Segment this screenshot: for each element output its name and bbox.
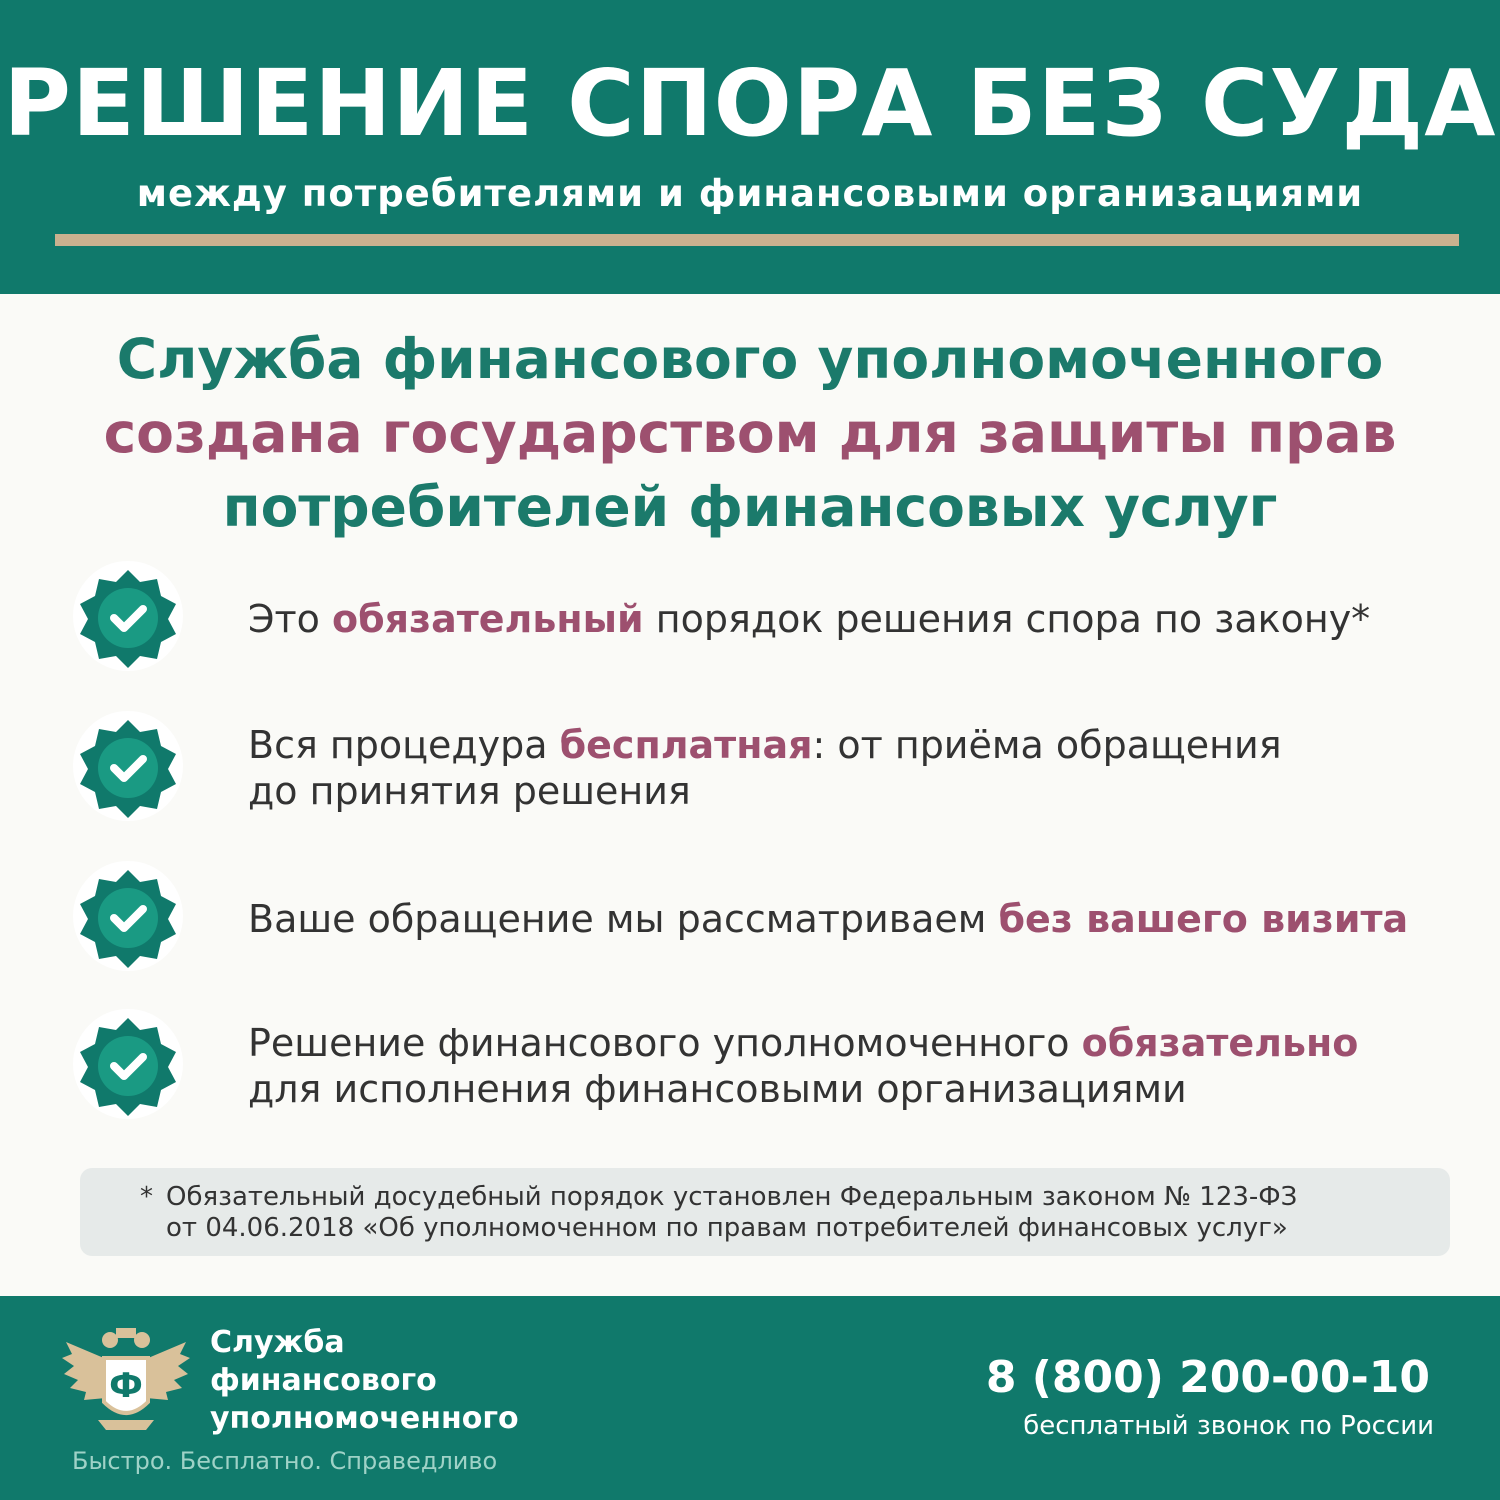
lead-line-3: потребителей финансовых услуг xyxy=(222,475,1278,539)
item-highlight: без вашего визита xyxy=(998,897,1409,941)
lead-line-1: Служба финансового уполномоченного xyxy=(116,327,1384,391)
check-badge-icon xyxy=(72,1008,184,1120)
item-highlight: обязательно xyxy=(1081,1021,1359,1065)
item-text: Решение финансового уполномоченного обязательно для исполнения финансовыми организациями xyxy=(248,1021,1359,1111)
check-badge-icon xyxy=(72,560,184,672)
footnote-asterisk: * xyxy=(140,1182,153,1212)
org-name: Служба финансового уполномоченного xyxy=(210,1325,519,1436)
item-highlight: обязательный xyxy=(332,597,644,641)
footer-banner xyxy=(0,1296,1500,1500)
phone-number[interactable]: 8 (800) 200-00-10 xyxy=(985,1352,1430,1403)
page-title: РЕШЕНИЕ СПОРА БЕЗ СУДА xyxy=(3,50,1497,157)
item-text: Вся процедура бесплатная: от приёма обращения до принятия решения xyxy=(248,723,1282,813)
footnote-text: Обязательный досудебный порядок установлен Федеральным законом № 123-ФЗ от 04.06.2018 «Об уполномоченном по правам потребителей финансовых услуг» xyxy=(166,1182,1298,1243)
lead-line-2: создана государством для защиты прав xyxy=(103,401,1397,465)
header-banner xyxy=(0,0,1500,294)
lead-statement xyxy=(0,322,1500,544)
phone-note: бесплатный звонок по России xyxy=(1023,1411,1434,1441)
item-text: Это обязательный порядок решения спора по закону* xyxy=(248,597,1371,641)
item-highlight: бесплатная xyxy=(559,723,813,767)
page-subtitle: между потребителями и финансовыми организациями xyxy=(136,172,1364,215)
item-text: Ваше обращение мы рассматриваем без вашего визита xyxy=(248,897,1409,941)
check-badge-icon xyxy=(72,860,184,972)
check-badge-icon xyxy=(72,710,184,822)
double-headed-eagle-logo xyxy=(58,1324,194,1440)
header-divider xyxy=(55,234,1459,246)
slogan: Быстро. Бесплатно. Справедливо xyxy=(72,1447,498,1475)
footnote-box xyxy=(80,1168,1450,1256)
svg-text:Ф: Ф xyxy=(109,1366,143,1406)
